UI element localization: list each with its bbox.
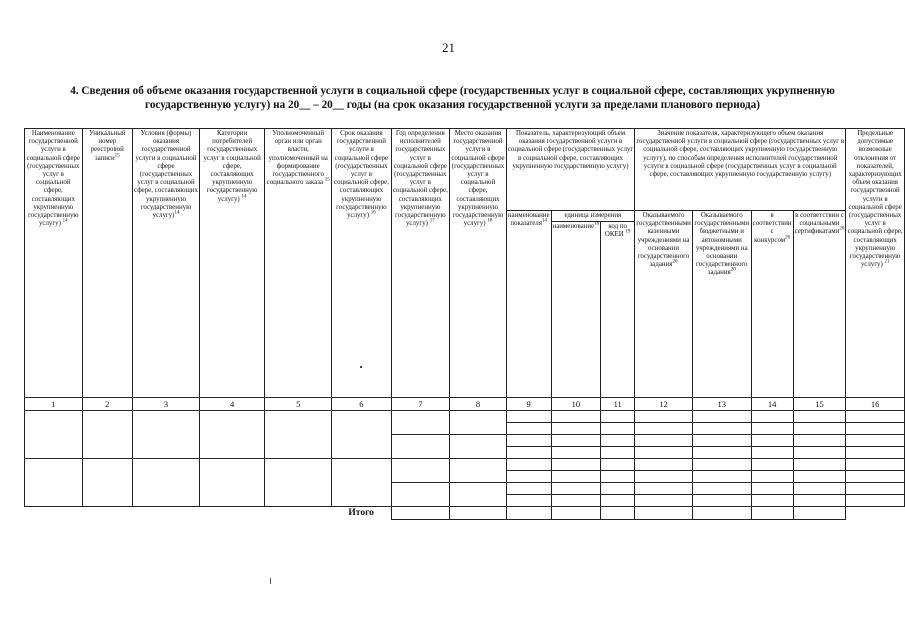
table-cell <box>692 423 751 435</box>
total-label: Итого <box>348 508 374 519</box>
table-cell <box>506 507 551 520</box>
column-number: 16 <box>846 398 905 411</box>
table-cell <box>601 471 635 483</box>
table-cell <box>793 459 846 471</box>
table-cell <box>601 507 635 520</box>
table-cell <box>751 411 793 423</box>
column-number: 14 <box>751 398 793 411</box>
table-cell <box>846 495 905 507</box>
col-header-deviations: Предельные допустимые возможные отклонения от показателей, характеризующих объем оказания государственной услуги в социальной сфере (государственных услуг в социальной сфере, составляющих укрупненную государственную услугу) $^{21}$ <box>846 129 905 398</box>
table-cell <box>551 447 601 459</box>
table-cell <box>635 483 693 495</box>
volume-table <box>24 128 905 520</box>
table-cell <box>692 507 751 520</box>
table-cell <box>793 471 846 483</box>
col-header-value-group: Значение показателя, характеризующего объем оказания государственной услуги в социальной сфере (государственных услуг в социальной сфере, составляющих укрупненную государственную услугу), по способам определения исполнителей государственной услуги в социальной сфере (государственных услуг в социальной сфере, составляющих укрупненную государственную услугу) <box>635 129 846 211</box>
col-header-indicator-name: наименование показателя$^{14}$ <box>506 211 551 398</box>
table-cell <box>391 459 450 483</box>
table-cell <box>846 459 905 471</box>
table-cell <box>551 459 601 471</box>
scan-dot <box>360 366 362 368</box>
column-number: 12 <box>635 398 693 411</box>
table-cell <box>635 471 693 483</box>
table-cell <box>332 459 391 507</box>
table-cell <box>601 495 635 507</box>
col-header-categories: Категории потребителей государственных услуг в социальной сфере, составляющих укрупненную государственную услугу) $^{14}$ <box>200 129 265 398</box>
table-row <box>25 411 905 423</box>
col-header-service-name: Наименование государственной услуги в социальной сфере (государственных услуг в социальной сфере, составляющих укрупненную государственную услугу) $^{14}$ <box>25 129 83 398</box>
table-cell <box>450 483 507 507</box>
table-cell <box>132 459 199 507</box>
table-cell <box>601 423 635 435</box>
table-cell <box>265 459 332 507</box>
table-cell <box>692 435 751 447</box>
column-number: 3 <box>132 398 199 411</box>
col-header-state-institutions: Оказываемого государственными казенными учреждениями на основании государственного задания$^{20}$ <box>635 211 693 398</box>
col-header-year: Год определения исполнителей государственных услуг в социальной сфере (государственных услуг в социальной сфере, составляющих укрупненную государственную услугу) $^{17}$ <box>391 129 450 398</box>
table-cell <box>450 411 507 435</box>
table-cell <box>751 447 793 459</box>
table-cell <box>635 507 693 520</box>
table-cell <box>450 435 507 459</box>
table-cell <box>506 483 551 495</box>
column-number: 8 <box>450 398 507 411</box>
col-header-place: Место оказания государственной услуги в социальной сфере (государственных услуг в социальной сфере, составляющих укрупненную государственную услугу) $^{18}$ <box>450 129 507 398</box>
total-spacer <box>25 507 332 520</box>
col-header-certificates: в соответствии с социальными сертификатами$^{20}$ <box>793 211 846 398</box>
table-cell <box>751 471 793 483</box>
table-cell <box>692 483 751 495</box>
table-cell <box>793 495 846 507</box>
table-cell <box>506 459 551 471</box>
table-cell <box>506 411 551 423</box>
table-cell <box>635 423 693 435</box>
col-header-contest: в соответствии с конкурсом$^{20}$ <box>751 211 793 398</box>
column-number: 15 <box>793 398 846 411</box>
table-cell <box>846 471 905 483</box>
table-cell <box>601 435 635 447</box>
table-cell <box>25 411 83 459</box>
table-cell <box>692 459 751 471</box>
table-cell <box>450 459 507 483</box>
total-row <box>25 507 905 520</box>
col-header-conditions: Условия (формы) оказания государственной услуги в социальной сфере (государственных услуг в социальной сфере, составляющих укрупненную государственную услугу)$^{14}$ <box>132 129 199 398</box>
table-cell <box>25 459 83 507</box>
header-row-1 <box>25 129 905 211</box>
table-cell <box>846 411 905 423</box>
table-cell <box>751 423 793 435</box>
col-header-okei-code: код по ОКЕИ $^{19}$ <box>601 222 635 398</box>
column-number: 4 <box>200 398 265 411</box>
table-cell <box>506 423 551 435</box>
table-cell <box>200 459 265 507</box>
table-cell <box>551 483 601 495</box>
col-header-indicator-group: Показатель, характеризующий объем оказания государственной услуги в социальной сфере (государственных услуг в социальной сфере, составляющих укрупненную государственную услугу) <box>506 129 634 211</box>
table-cell <box>200 411 265 459</box>
table-cell <box>391 483 450 507</box>
column-number: 2 <box>82 398 132 411</box>
table-cell <box>601 411 635 423</box>
table-cell <box>132 411 199 459</box>
table-cell <box>506 447 551 459</box>
table-cell <box>82 459 132 507</box>
table-cell <box>635 495 693 507</box>
table-cell <box>846 435 905 447</box>
table-cell <box>751 495 793 507</box>
table-cell <box>751 435 793 447</box>
table-cell <box>635 435 693 447</box>
page-number: 21 <box>442 40 455 55</box>
table-cell <box>751 483 793 495</box>
table-cell <box>793 483 846 495</box>
table-cell <box>551 435 601 447</box>
table-cell <box>601 483 635 495</box>
table-cell <box>82 411 132 459</box>
section-title: 4. Сведения об объеме оказания государственной услуги в социальной сфере (государственных услуг в социальной сфере, составляющих укрупненную государственную услугу) на 20__ – 20__ годы (на срок оказания государственной услуги за пределами планового периода) <box>70 85 835 111</box>
table-cell <box>391 507 450 520</box>
table-cell <box>793 423 846 435</box>
table-cell <box>635 447 693 459</box>
col-header-registry-number: Уникальный номер реестровой записи$^{15}$ <box>82 129 132 398</box>
column-number: 1 <box>25 398 83 411</box>
column-number: 7 <box>391 398 450 411</box>
table-cell <box>506 435 551 447</box>
table-row <box>25 459 905 471</box>
column-number: 6 <box>332 398 391 411</box>
table-cell <box>793 411 846 423</box>
table-cell <box>265 411 332 459</box>
table-cell <box>793 507 846 520</box>
table-cell <box>551 495 601 507</box>
table-cell <box>450 507 507 520</box>
table-cell <box>601 447 635 459</box>
table-cell <box>551 423 601 435</box>
table-cell <box>506 471 551 483</box>
table-cell <box>692 447 751 459</box>
table-cell <box>551 507 601 520</box>
column-number: 10 <box>551 398 601 411</box>
table-cell <box>601 459 635 471</box>
table-cell <box>391 411 450 435</box>
table-cell <box>692 495 751 507</box>
col-header-unit-name: наименование$^{18}$ <box>551 222 601 398</box>
column-number: 13 <box>692 398 751 411</box>
table-cell <box>846 447 905 459</box>
table-cell <box>751 507 793 520</box>
column-number: 5 <box>265 398 332 411</box>
table-cell <box>332 411 391 459</box>
column-number: 9 <box>506 398 551 411</box>
table-cell <box>551 471 601 483</box>
column-numbers-row <box>25 398 905 411</box>
total-spacer <box>846 507 905 520</box>
col-header-budget-institutions: Оказываемого государственными бюджетными и автономными учреждениями на основании государственного задания$^{20}$ <box>692 211 751 398</box>
table-cell <box>391 435 450 459</box>
table-cell <box>635 459 693 471</box>
table-cell <box>506 495 551 507</box>
col-header-unit-group: единица измерения <box>551 211 635 222</box>
table-cell <box>846 423 905 435</box>
table-cell <box>635 411 693 423</box>
col-header-term: Срок оказания государственной услуги в социальной сфере (государственных услуг в социальной сфере, составляющих укрупненную государственную услугу) $^{16}$ <box>332 129 391 398</box>
table-cell <box>751 459 793 471</box>
column-number: 11 <box>601 398 635 411</box>
table-cell <box>692 471 751 483</box>
table-cell <box>846 483 905 495</box>
table-cell <box>793 447 846 459</box>
table-cell <box>692 411 751 423</box>
scan-mark <box>270 578 271 584</box>
table-cell <box>793 435 846 447</box>
col-header-authority: Уполномоченный орган или орган власти, уполномоченный на формирование государственного социального заказа $^{15}$ <box>265 129 332 398</box>
table-cell <box>551 411 601 423</box>
